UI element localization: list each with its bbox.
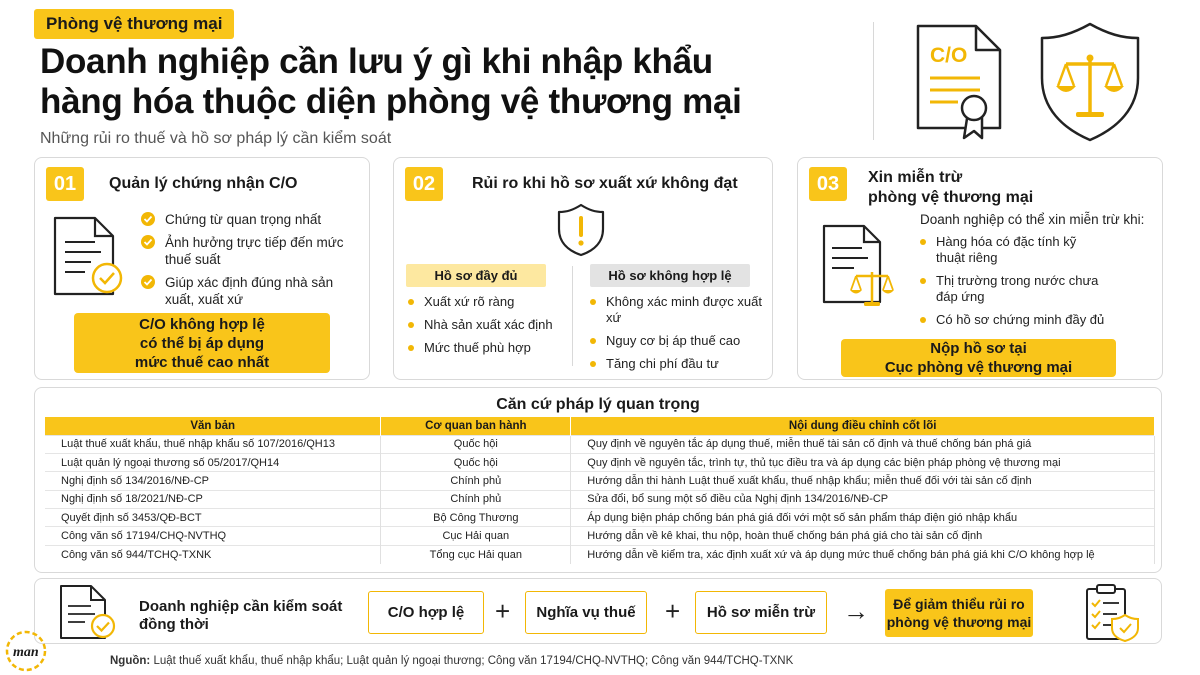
page-subtitle: Những rủi ro thuế và hồ sơ pháp lý cần kiểm soát [40,130,392,147]
table-cell: Nghị định số 18/2021/NĐ-CP [45,490,381,508]
table-row [45,472,1155,490]
tax-obligation-box: Nghĩa vụ thuế [525,591,647,634]
list-item: Nhà sản xuất xác định [406,317,571,333]
table-cell: Tổng cục Hải quan [381,545,571,563]
list-item: Không xác minh được xuất xứ [588,294,768,326]
table-cell: Hướng dẫn thi hành Luật thuế xuất khẩu, thuế nhập khẩu; miễn thuế đối với tài sản cố định [571,472,1155,490]
plus-sign: + [665,596,681,626]
page-title [40,42,860,122]
card-number: 02 [405,167,443,201]
valid-co-box: C/O hợp lệ [368,591,484,634]
list-item: Nguy cơ bị áp thuế cao [588,333,768,349]
column-header: Văn bản [45,417,381,435]
table-row [45,527,1155,545]
table-cell: Sửa đổi, bổ sung một số điều của Nghị định 134/2016/NĐ-CP [571,490,1155,508]
invalid-file-label: Hồ sơ không hợp lệ [590,264,750,287]
table-cell: Quốc hội [381,435,571,453]
document-check-icon [57,584,121,642]
table-row [45,490,1155,508]
list-item: Ảnh hưởng trực tiếp đến mức thuế suất [141,234,351,268]
table-cell: Nghị định số 134/2016/NĐ-CP [45,472,381,490]
table-row [45,509,1155,527]
table-cell: Áp dụng biện pháp chống bán phá giá đối với một số sản phẩm tháp điện gió nhập khẩu [571,509,1155,527]
arrow-right-icon: → [843,596,869,626]
list-item: Thị trường trong nước chưa đáp ứng [918,273,1108,305]
card-title: Xin miễn trừ phòng vệ thương mại [868,169,1034,206]
table-cell: Chính phủ [381,490,571,508]
control-summary [34,578,1162,644]
card-title: Quản lý chứng nhận C/O [109,175,298,192]
table-cell: Hướng dẫn về kê khai, thu nộp, hoàn thuế chống bán phá giá cho tài sản cố định [571,527,1155,545]
exemption-file-box: Hồ sơ miễn trừ [695,591,827,634]
card-title: Rủi ro khi hồ sơ xuất xứ không đạt [472,175,738,192]
co-benefits-list [141,211,351,314]
table-row [45,435,1155,453]
card-number: 01 [46,167,84,201]
exemption-intro: Doanh nghiệp có thể xin miễn trừ khi: [920,212,1145,227]
list-item: Hàng hóa có đặc tính kỹ thuật riêng [918,234,1108,266]
table-cell: Hướng dẫn về kiểm tra, xác định xuất xứ và áp dụng mức thuế chống bán phá giá khi C/O không hợp lệ [571,545,1155,563]
table-row [45,545,1155,563]
table-cell: Quy định về nguyên tắc áp dụng thuế, miễn thuế tài sản cố định và thuế chống bán phá giá [571,435,1155,453]
column-header: Nội dung điều chỉnh cốt lõi [571,417,1155,435]
title-line-1: Doanh nghiệp cần lưu ý gì khi nhập khẩu [40,42,713,81]
header-divider [873,22,874,140]
plus-sign: + [495,596,511,626]
table-cell: Công văn số 944/TCHQ-TXNK [45,545,381,563]
table-body [45,435,1155,564]
table-cell: Luật thuế xuất khẩu, thuế nhập khẩu số 107/2016/QH13 [45,435,381,453]
card-exemption [797,157,1163,380]
title-line-2: hàng hóa thuộc diện phòng vệ thương mại [40,82,742,121]
complete-file-list [406,294,571,363]
table-cell: Chính phủ [381,472,571,490]
table-cell: Luật quản lý ngoại thương số 05/2017/QH14 [45,453,381,471]
table-row [45,453,1155,471]
card-number: 03 [809,167,847,201]
list-item: Chứng từ quan trọng nhất [141,211,351,228]
check-circle-icon [141,235,155,249]
list-item: Tăng chi phí đầu tư [588,356,768,372]
column-header: Cơ quan ban hành [381,417,571,435]
legal-basis-section [34,387,1162,573]
list-item: Giúp xác định đúng nhà sản xuất, xuất xứ [141,274,351,308]
table-cell: Quy định về nguyên tắc, trình tự, thủ tục điều tra và áp dụng các biện pháp phòng vệ thương mại [571,453,1155,471]
check-circle-icon [141,275,155,289]
invalid-file-list [588,294,768,379]
logo-text: man [13,645,39,660]
source-note: Nguồn: Luật thuế xuất khẩu, thuế nhập khẩu; Luật quản lý ngoại thương; Công văn 17194/CHQ-NVTHQ; Công văn 944/TCHQ-TXNK [110,655,794,667]
table-cell: Bộ Công Thương [381,509,571,527]
legal-table [45,417,1155,564]
control-lead-text: Doanh nghiệp cần kiểm soát đồng thời [139,598,343,633]
shield-scales-icon [1036,20,1144,144]
clipboard-shield-icon [1083,583,1141,643]
warning-shield-icon [557,203,605,257]
card-co-management [34,157,370,380]
co-warning-box: C/O không hợp lệ có thể bị áp dụng mức thuế cao nhất [74,313,330,373]
result-box: Để giảm thiểu rủi ro phòng vệ thương mại [885,589,1033,637]
complete-file-label: Hồ sơ đầy đủ [406,264,546,287]
section-title: Căn cứ pháp lý quan trọng [496,396,700,413]
submission-box: Nộp hồ sơ tại Cục phòng vệ thương mại [841,339,1116,377]
card-origin-risk [393,157,773,380]
co-certificate-icon [910,20,1010,142]
table-cell: Cục Hải quan [381,527,571,545]
check-circle-icon [141,212,155,226]
table-header-row [45,417,1155,435]
table-cell: Quyết định số 3453/QĐ-BCT [45,509,381,527]
document-scales-icon [820,222,900,310]
list-item: Mức thuế phù hợp [406,340,571,356]
co-label: C/O [930,44,968,67]
column-divider [572,266,573,366]
document-check-icon [51,214,127,300]
table-cell: Công văn số 17194/CHQ-NVTHQ [45,527,381,545]
table-cell: Quốc hội [381,453,571,471]
brand-logo [4,629,52,673]
category-tag: Phòng vệ thương mại [34,9,234,39]
list-item: Xuất xứ rõ ràng [406,294,571,310]
list-item: Có hồ sơ chứng minh đầy đủ [918,312,1108,328]
exemption-conditions-list [918,234,1108,335]
